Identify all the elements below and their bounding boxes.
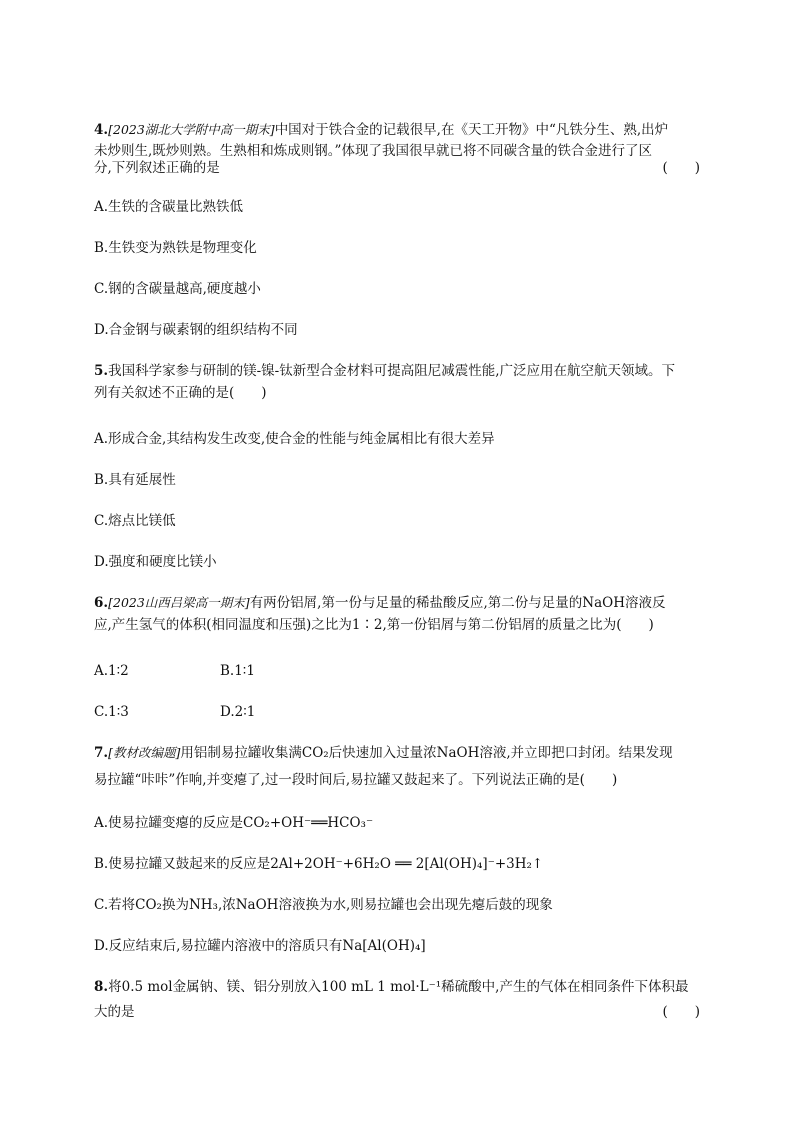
question-5-line-2: 列有关叙述不正确的是( ) (94, 385, 267, 401)
option-a: A.1∶2 (94, 663, 129, 679)
option-c: C.钢的含碳量越高,硬度越小 (94, 281, 261, 297)
question-number: 8 (94, 979, 104, 995)
question-4-line-1: 4.[2023湖北大学附中高一期末]中国对于铁合金的记载很早,在《天工开物》中“凡铁分生、熟,出炉 (94, 122, 669, 138)
question-6-line-2: 应,产生氢气的体积(相同温度和压强)之比为1∶2,第一份铝屑与第二份铝屑的质量之比为( ) (94, 617, 654, 633)
option-c: C.1∶3 (94, 704, 129, 720)
option-b: B.使易拉罐又鼓起来的反应是2Al+2OH⁻+6H₂O ══ 2[Al(OH)₄]⁻+3H₂↑ (94, 856, 544, 872)
question-number: 5 (94, 363, 104, 379)
option-c: C.熔点比镁低 (94, 513, 176, 529)
option-b: B.生铁变为熟铁是物理变化 (94, 240, 257, 256)
question-6-line-1: 6.[2023山西吕梁高一期末]有两份铝屑,第一份与足量的稀盐酸反应,第二份与足量的NaOH溶液反 (94, 595, 666, 611)
question-5-line-1: 5.我国科学家参与研制的镁-镍-钛新型合金材料可提高阻尼减震性能,广泛应用在航空航天领域。下 (94, 363, 676, 379)
question-number: 4 (94, 122, 104, 138)
option-b: B.具有延展性 (94, 472, 176, 488)
question-7-line-1: 7.[教材改编题]用铝制易拉罐收集满CO₂后快速加入过量浓NaOH溶液,并立即把口封闭。结果发现 (94, 745, 673, 761)
question-4-line-3: 分,下列叙述正确的是 ( ) (94, 160, 700, 176)
options-row-2 (94, 702, 700, 722)
question-4-line-2: 未炒则生,既炒则熟。生熟相和炼成则钢。”体现了我国很早就已将不同碳含量的铁合金进行了区 (94, 143, 652, 159)
option-d: D.2∶1 (220, 704, 256, 720)
question-source: [2023湖北大学附中高一期末] (108, 122, 275, 137)
option-a: A.形成合金,其结构发生改变,使合金的性能与纯金属相比有很大差异 (94, 431, 495, 447)
question-stem: 我国科学家参与研制的镁-镍-钛新型合金材料可提高阻尼减震性能,广泛应用在航空航天领域。下 (108, 363, 676, 379)
option-d: D.反应结束后,易拉罐内溶液中的溶质只有Na[Al(OH)₄] (94, 938, 426, 954)
option-d: D.强度和硬度比镁小 (94, 554, 217, 570)
question-stem: 将0.5 mol金属钠、镁、铝分别放入100 mL 1 mol·L⁻¹稀硫酸中,产生的气体在相同条件下体积最 (108, 979, 689, 995)
question-7-line-2: 易拉罐“咔咔”作响,并变瘪了,过一段时间后,易拉罐又鼓起来了。下列说法正确的是( ) (94, 772, 618, 788)
option-a: A.生铁的含碳量比熟铁低 (94, 199, 244, 215)
question-stem: 用铝制易拉罐收集满CO₂后快速加入过量浓NaOH溶液,并立即把口封闭。结果发现 (180, 745, 673, 761)
option-b: B.1∶1 (220, 663, 255, 679)
question-source: [教材改编题] (108, 745, 181, 760)
question-stem: 中国对于铁合金的记载很早,在《天工开物》中“凡铁分生、熟,出炉 (274, 122, 669, 138)
question-number: 6 (94, 595, 104, 611)
question-8-line-1: 8.将0.5 mol金属钠、镁、铝分别放入100 mL 1 mol·L⁻¹稀硫酸中,产生的气体在相同条件下体积最 (94, 979, 689, 995)
option-d: D.合金钢与碳素钢的组织结构不同 (94, 322, 298, 338)
question-8-line-2: 大的是 ( ) (94, 1004, 700, 1020)
question-number: 7 (94, 745, 104, 761)
option-c: C.若将CO₂换为NH₃,浓NaOH溶液换为水,则易拉罐也会出现先瘪后鼓的现象 (94, 897, 553, 913)
answer-blank: ( ) (662, 1004, 700, 1020)
answer-blank: ( ) (662, 160, 700, 176)
question-source: [2023山西吕梁高一期末] (108, 595, 250, 610)
options-row-1 (94, 661, 700, 681)
option-a: A.使易拉罐变瘪的反应是CO₂+OH⁻══HCO₃⁻ (94, 815, 374, 831)
question-stem: 有两份铝屑,第一份与足量的稀盐酸反应,第二份与足量的NaOH溶液反 (249, 595, 666, 611)
